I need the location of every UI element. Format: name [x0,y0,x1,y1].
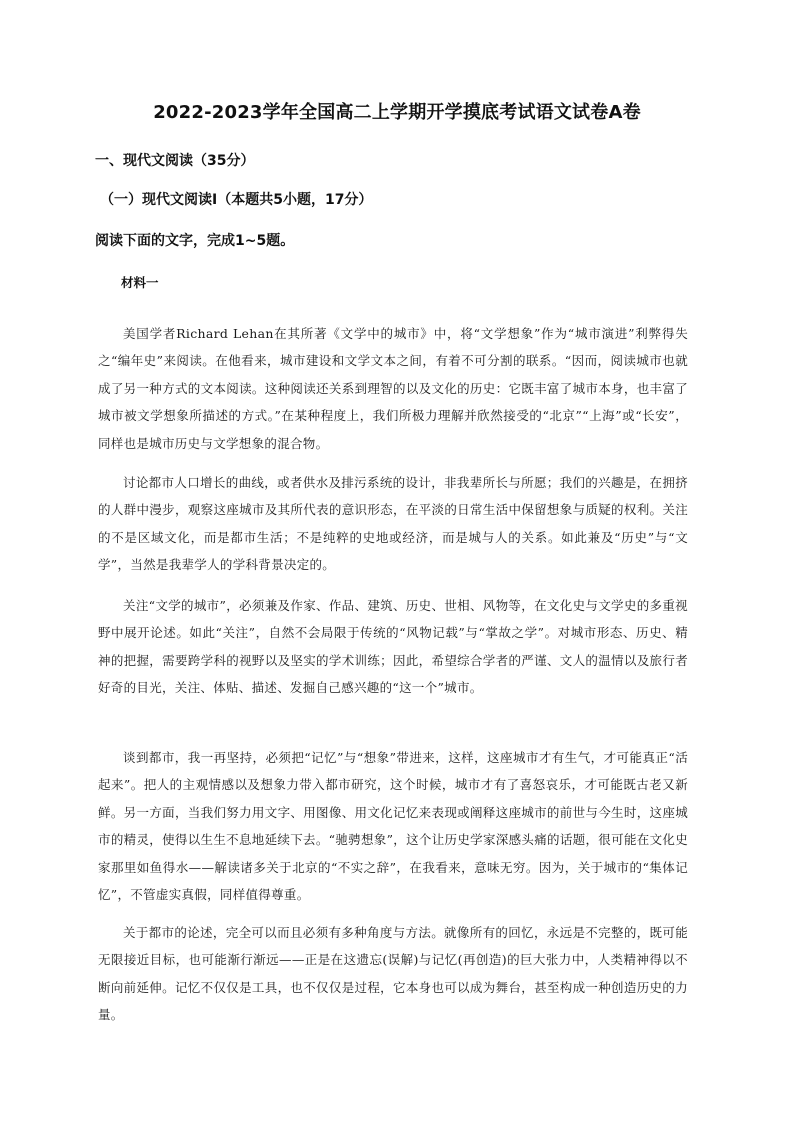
paragraph-5: 关于都市的论述，完全可以而且必须有多种角度与方法。就像所有的回忆，永远是不完整的，既可能无限接近目标，也可能渐行渐远——正是在这遗忘(误解)与记忆(再创造)的巨大张力中，人类精神得以不断向前延伸。记忆不仅仅是工具，也不仅仅是过程，它本身也可以成为舞台，甚至构成一种创造历史的力量。 [98,924,688,1023]
section-heading: 一、现代文阅读（35分） [95,153,255,169]
page-title: 2022-2023学年全国高二上学期开学摸底考试语文试卷A卷 [153,102,641,123]
paragraph-4: 谈到都市，我一再坚持，必须把“记忆”与“想象”带进来，这样，这座城市才有生气，才可能真正“活起来”。把人的主观情感以及想象力带入都市研究，这个时候，城市才有了喜怒哀乐，才可能既古老又新鲜。另一方面，当我们努力用文字、用图像、用文化记忆来表现或阐释这座城市的前世与今生时，这座城市的精灵，使得以生生不息地延续下去。“驰骋想象”，这个让历史学家深感头痛的话题，很可能在文化史家那里如鱼得水——解读诸多关于北京的“不实之辞”，在我看来，意味无穷。因为，关于城市的“集体记忆”，不管虚实真假，同样值得尊重。 [98,749,688,903]
reading-instruction: 阅读下面的文字，完成1~5题。 [95,233,295,249]
paragraph-3: 关注“文学的城市”，必须兼及作家、作品、建筑、历史、世相、风物等，在文化史与文学史的多重视野中展开论述。如此“关注”，自然不会局限于传统的“风物记载”与“掌故之学”。对城市形态、历史、精神的把握，需要跨学科的视野以及坚实的学术训练；因此，希望综合学者的严谨、文人的温情以及旅行者好奇的目光，关注、体贴、描述、发掘自己感兴趣的“这一个”城市。 [98,597,688,696]
material-label: 材料一 [121,275,159,290]
paragraph-1: 美国学者Richard Lehan在其所著《文学中的城市》中，将“文学想象”作为“城市演进”利弊得失之“编年史”来阅读。在他看来，城市建设和文学文本之间，有着不可分割的联系。“因而，阅读城市也就成了另一种方式的文本阅读。这种阅读还关系到理智的以及文化的历史：它既丰富了城市本身，也丰富了城市被文学想象所描述的方式。”在某种程度上，我们所极力理解并欣然接受的“北京”“上海”或“长安”，同样也是城市历史与文学想象的混合物。 [98,325,688,451]
paragraph-2: 讨论都市人口增长的曲线，或者供水及排污系统的设计，非我辈所长与所愿；我们的兴趣是，在拥挤的人群中漫步，观察这座城市及其所代表的意识形态，在平淡的日常生活中保留想象与质疑的权利。关注的不是区域文化，而是都市生活；不是纯粹的史地或经济，而是城与人的关系。如此兼及“历史”与“文学”，当然是我辈学人的学科背景决定的。 [98,474,688,573]
subsection-heading: （一）现代文阅读Ⅰ（本题共5小题，17分） [100,192,373,208]
